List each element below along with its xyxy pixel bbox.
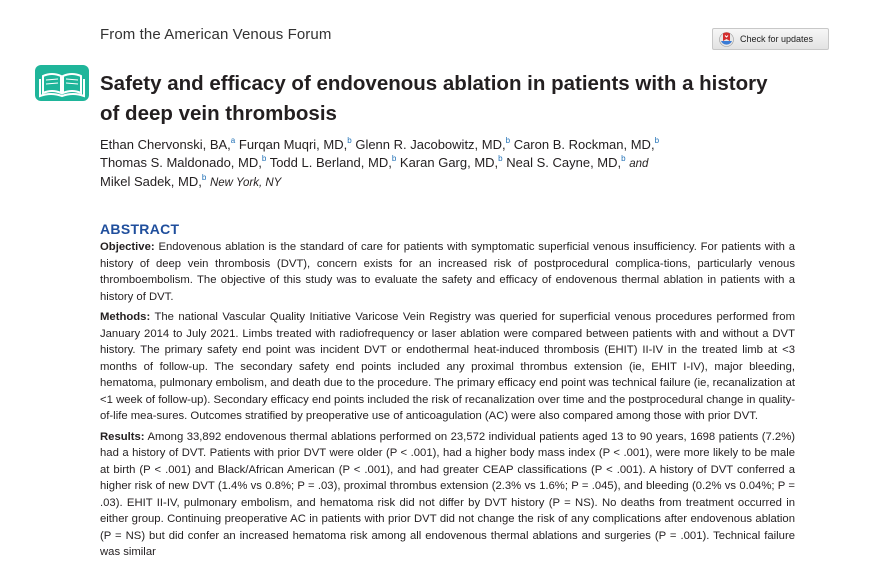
affiliation-link[interactable]: b (654, 136, 660, 145)
results-text: Among 33,892 endovenous thermal ablations performed on 23,572 individual patients aged 13 to 90 years, 1698 patients (7.2%) had a history of DVT. Patients with prior DVT were older (P < .001), had a higher body mass index (P < .001), were more likely to be male at birth (P < .001) and Black/African American (P < .001), and had greater CEAP classifications (P < .001). A history of DVT conferred a higher risk of new DVT (1.4% vs 0.8%; P = .03), proximal thrombus extension (2.3% vs 1.6%; P = .045), and bleeding (0.2% vs 0.04%; P = .03). EHIT II-IV, pulmonary embolism, and hematoma risk did not differ by DVT history (P = NS). No deaths from treatment occurred in either group. Continuing preoperative AC in patients with prior DVT did not change the risk of any complications after endovenous ablation (P = NS) but did confer an increased hematoma risk among all endovenous thermal ablations and surgeries (P = .001). Technical failure was similar (100, 430, 796, 558)
affiliation-link[interactable]: b (201, 173, 207, 182)
author: Todd L. Berland, MD,$^b$ (269, 154, 397, 170)
author: Mikel Sadek, MD,$^b$ (100, 173, 207, 189)
author: Karan Garg, MD,$^b$ (399, 154, 503, 170)
and-word: and (629, 158, 649, 170)
abstract-body (100, 239, 795, 565)
objective-label: Objective: (100, 241, 155, 253)
author: Ethan Chervonski, BA,$^a$ (100, 136, 236, 152)
check-for-updates-button[interactable] (712, 28, 829, 50)
affiliation-link[interactable]: b (347, 136, 352, 145)
affiliation-link[interactable]: a (230, 136, 236, 145)
abstract-methods (100, 309, 795, 425)
article-title: Safety and efficacy of endovenous ablation in patients with a history of deep vein thrombosis (100, 72, 768, 125)
affiliation-link[interactable]: b (505, 136, 511, 145)
author: Thomas S. Maldonado, MD,$^b$ (100, 154, 267, 170)
author-location: New York, NY (209, 177, 282, 189)
affiliation-link[interactable]: b (621, 154, 626, 163)
crossmark-icon (719, 32, 734, 47)
check-for-updates-label: Check for updates (740, 34, 814, 44)
abstract-objective (100, 239, 795, 305)
open-book-icon (35, 65, 89, 101)
author: Caron B. Rockman, MD,$^b$ (513, 136, 660, 152)
abstract-results (100, 429, 795, 561)
journal-section: From the American Venous Forum (100, 26, 332, 43)
author: Glenn R. Jacobowitz, MD,$^b$ (355, 136, 511, 152)
methods-text: The national Vascular Quality Initiative Varicose Vein Registry was queried for superficial venous procedures performed from January 2014 to July 2021. Limbs treated with radiofrequency or laser ablation were compared between patients with and without a DVT history. The primary safety end point was incident DVT or endothermal heat-induced thrombosis (EHIT) II-IV in the treated limb at <3 months of follow-up. The secondary safety end points included any proximal thrombus extension (ie, EHIT I-IV), major bleeding, hematoma, pulmonary embolism, and death due to the procedure. The primary efficacy end point was technical failure (ie, recanalization at <1 week of follow-up). Secondary efficacy end points included the risk of recanalization over time and the postprocedural change in quality-of-life mea-sures. Outcomes stratified by preoperative use of anticoagulation (AC) were also compared among those with prior DVT. (100, 311, 795, 422)
methods-label: Methods: (100, 311, 151, 323)
results-label: Results: (100, 430, 145, 443)
affiliation-link[interactable]: b (261, 154, 267, 163)
abstract-heading: ABSTRACT (100, 221, 180, 237)
author-list (100, 136, 800, 192)
author: Furqan Muqri, MD,$^b$ (238, 136, 352, 152)
author: Neal S. Cayne, MD,$^b$ (506, 154, 626, 170)
affiliation-link[interactable]: b (498, 154, 503, 163)
objective-text: Endovenous ablation is the standard of care for patients with symptomatic superficial venous insufficiency. For patients with a history of deep vein thrombosis (DVT), concern exists for an increased risk of postprocedural complica-tions, particularly venous thromboembolism. The objective of this study was to evaluate the safety and efficacy of endovenous thermal ablation in patients with a history of DVT. (100, 241, 795, 303)
affiliation-link[interactable]: b (391, 154, 397, 163)
